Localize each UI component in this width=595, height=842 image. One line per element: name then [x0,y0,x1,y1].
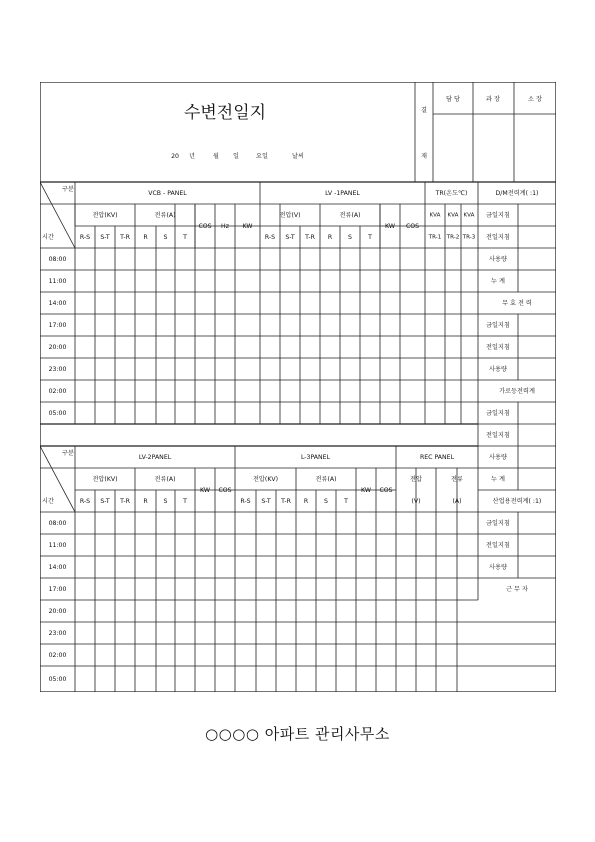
sec2-time-3: 17:00 [48,586,67,593]
sec2-gubun: 구분 [62,450,74,457]
sec2-panel-l3: L-3PANEL [300,454,331,461]
log-sheet-table [40,82,556,692]
approval-side-bottom: 재 [421,153,427,160]
date-year: 년 [189,153,195,160]
sec1-kva-2: KVA [463,212,475,219]
right-panel-label-13: 누 계 [491,476,505,483]
sec1-lv1-col-7: COS [405,223,420,230]
sec1-vcb-col-8: KW [242,223,253,230]
sec1-time-0: 08:00 [48,256,67,263]
document-title: 수변전일지 [183,103,267,123]
sec2-panel-lv2: LV-2PANEL [138,454,172,461]
sec2-lv2-col-7: COS [218,487,232,494]
right-panel-label-6: 금일지침 [486,322,510,329]
sec1-lv1-col-1: S-T [285,234,295,241]
sec1-vcb-col-6: COS [198,223,212,230]
sec1-vcb-col-5: T [183,234,187,241]
sec1-tr-col-1: TR-2 [446,234,460,241]
sec2-lv2-voltage-group: 전압(KV) [92,476,118,483]
sec2-rec-current-unit: (A) [452,498,462,505]
sec1-lv1-col-5: T [368,234,372,241]
sec1-vcb-col-1: S-T [100,234,110,241]
sec1-lv1-current-group: 전류(A) [339,212,361,219]
sec2-time-1: 11:00 [48,542,67,549]
sec2-rec-current: 전류 [451,476,463,483]
sec2-lv2-col-4: S [163,498,168,505]
sec1-time-1: 11:00 [48,278,67,285]
sec2-panel-rec: REC PANEL [419,454,455,461]
right-panel-label-10: 금일지침 [486,410,510,417]
date-weather: 날씨 [292,153,304,160]
right-panel-heading-9: 가로등전력계 [499,388,535,395]
sec2-lv2-col-0: R-S [79,498,91,505]
sec1-lv1-voltage-group: 전압(V) [279,212,301,219]
sec2-lv2-col-5: T [183,498,187,505]
approval-side-top: 결 [421,107,427,114]
right-panel-label-2: 전일지침 [486,234,510,241]
sec1-vcb-col-7: Hz [221,223,229,230]
sec1-vcb-current-group: 전류(A) [154,212,176,219]
sec2-time-4: 20:00 [48,608,67,615]
sec1-tr-col-0: TR-1 [428,234,442,241]
date-month: 월 [213,153,219,160]
sec1-lv1-col-6: KW [385,223,395,230]
right-panel-heading-14: 산업용전력계( :1) [492,498,542,505]
right-panel-label-17: 사용량 [489,564,507,571]
sec2-lv2-col-3: R [143,498,148,505]
sec2-l3-col-7: COS [379,487,393,494]
sec1-lv1-col-0: R-S [264,234,276,241]
sec1-time-4: 20:00 [48,344,67,351]
footer-office-name: ○○○○ 아파트 관리사무소 [205,725,390,743]
sec1-panel-lv1: LV -1PANEL [325,190,360,197]
sec2-l3-col-0: R-S [240,498,251,505]
sec1-kva-0: KVA [429,212,441,219]
right-panel-label-7: 전일지침 [486,344,510,351]
sec1-vcb-col-2: T-R [120,234,130,241]
sec1-gubun: 구분 [62,186,74,193]
sec2-l3-voltage-group: 전압(KV) [252,476,279,483]
approval-header-0: 담 당 [446,96,460,103]
sec1-tr-col-2: TR-3 [462,234,476,241]
date-year-prefix: 20 [171,153,179,160]
sec2-lv2-col-6: KW [200,487,210,494]
sec2-lv2-col-2: T-R [120,498,130,505]
right-panel-label-4: 누 계 [491,278,505,285]
sec2-l3-current-group: 전류(A) [315,476,337,483]
right-panel-label-3: 사용량 [489,256,507,263]
sec1-time-7: 05:00 [48,410,67,417]
sec1-vcb-col-3: R [143,234,148,241]
sec2-l3-col-6: KW [361,487,371,494]
right-panel-label-16: 전일지침 [486,542,510,549]
approval-header-1: 과 장 [486,96,500,103]
sec1-panel-vcb: VCB - PANEL [148,190,187,197]
right-panel-worker-label: 근 무 자 [506,586,528,593]
right-panel-label-15: 금일지침 [486,520,510,527]
sec2-rec-voltage: 전압 [410,476,422,483]
sec2-l3-col-3: R [303,498,309,505]
sec1-sigan: 시간 [42,234,54,241]
sec1-vcb-voltage-group: 전압(KV) [92,212,118,219]
sec2-lv2-col-1: S-T [100,498,110,505]
right-panel-label-1: 금일지침 [486,212,510,219]
sec1-lv1-col-3: R [327,234,333,241]
sec2-time-0: 08:00 [48,520,67,527]
sec2-sigan: 시간 [42,498,54,505]
sec2-time-5: 23:00 [48,630,67,637]
sec2-lv2-current-group: 전류(A) [154,476,176,483]
sec1-time-2: 14:00 [48,300,67,307]
sec1-panel-tr: TR(온도℃) [435,190,468,197]
sec2-time-6: 02:00 [48,652,67,659]
sec2-l3-col-5: T [344,498,348,505]
sec1-lv1-col-4: S [348,234,352,241]
sec2-rec-voltage-unit: (V) [411,498,421,505]
sec1-vcb-col-4: S [163,234,168,241]
sec2-l3-col-1: S-T [261,498,271,505]
sec1-kva-1: KVA [447,212,459,219]
sec1-lv1-col-2: T-R [305,234,315,241]
date-weekday: 요일 [256,153,268,160]
sec1-time-6: 02:00 [48,388,67,395]
right-panel-label-8: 사용량 [489,366,507,373]
sec1-time-3: 17:00 [48,322,67,329]
sec2-l3-col-2: T-R [281,498,291,505]
sec2-time-2: 14:00 [48,564,67,571]
sec2-l3-col-4: S [324,498,328,505]
date-day: 일 [233,153,239,160]
sec1-vcb-col-0: R-S [79,234,91,241]
right-panel-heading-5: 무 효 전 력 [502,300,532,307]
right-panel-label-11: 전일지침 [486,432,510,439]
approval-header-2: 소 장 [528,96,542,103]
sec2-time-7: 05:00 [48,676,67,683]
right-panel-heading-0: D/M전력계( :1) [495,190,539,197]
sec1-time-5: 23:00 [48,366,67,373]
right-panel-label-12: 사용량 [489,454,507,461]
